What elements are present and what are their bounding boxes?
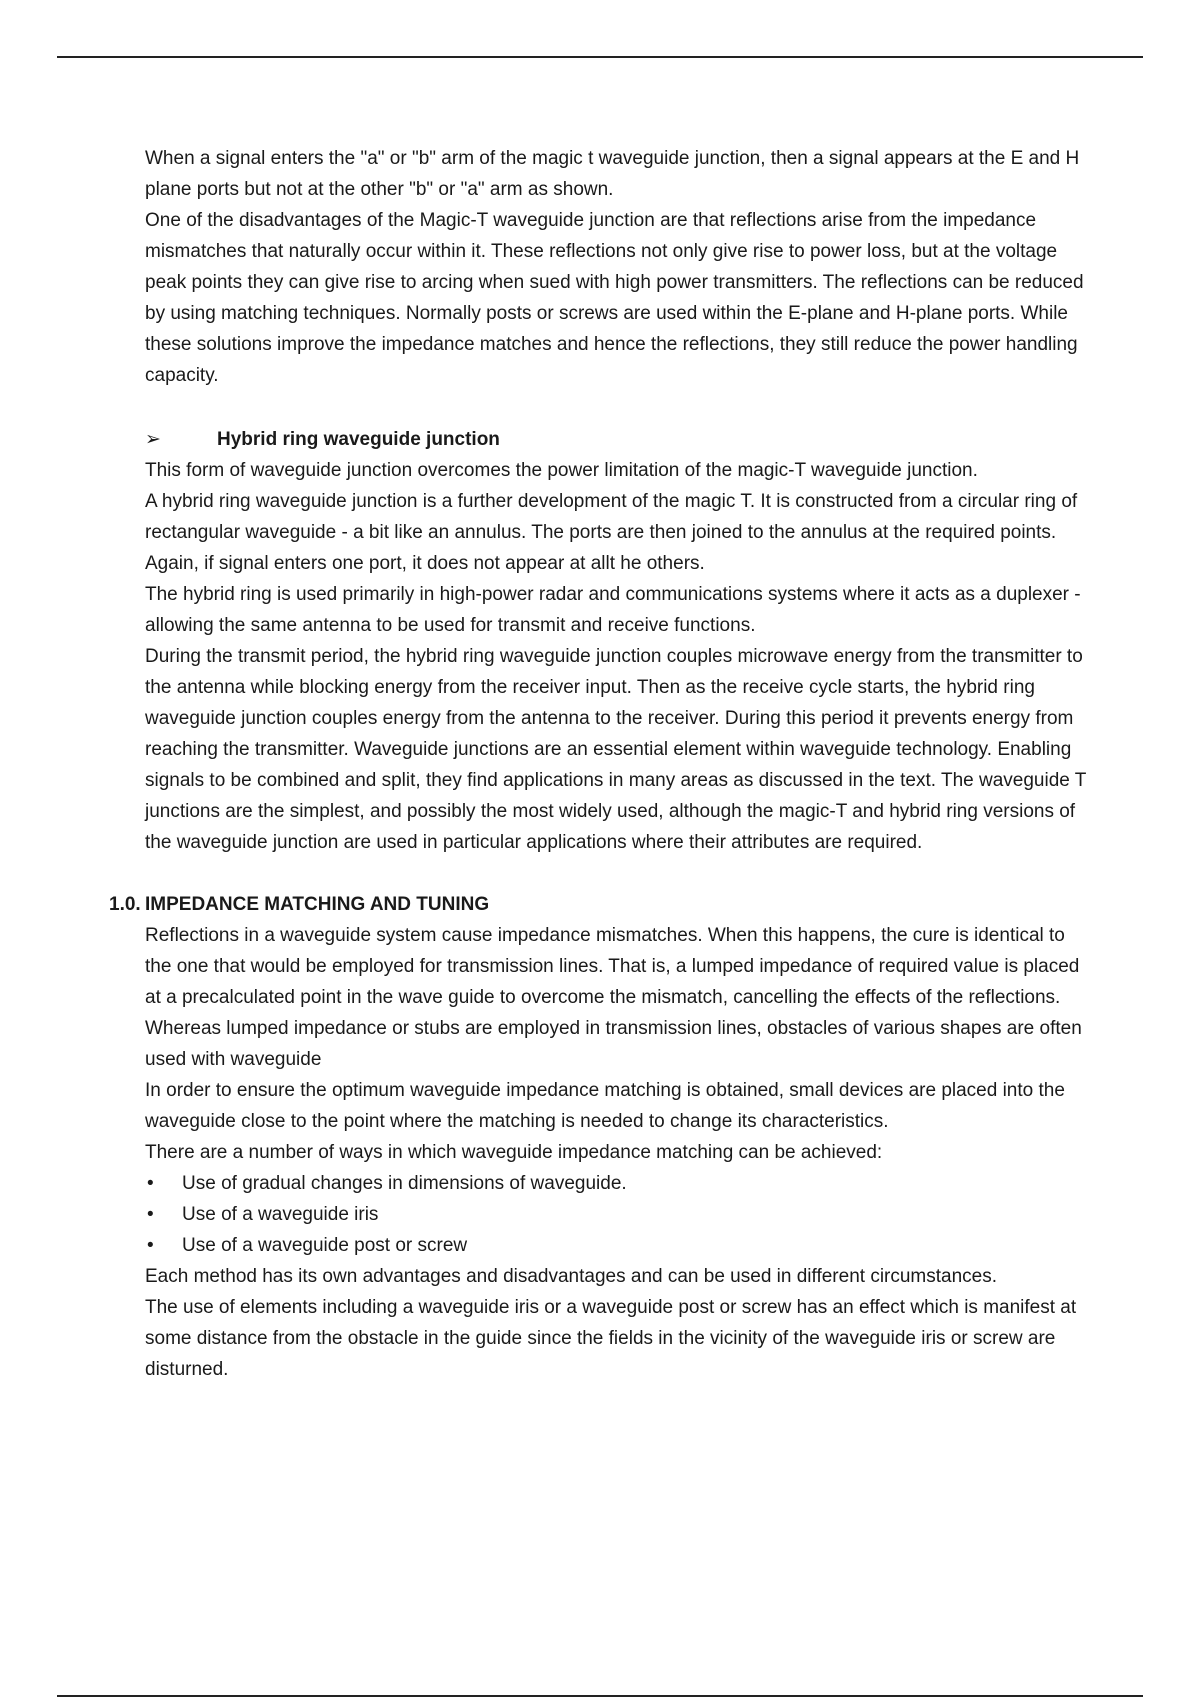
intro-paragraph-1: When a signal enters the "a" or "b" arm of the magic t waveguide junction, then a signal appears at the E and H plane ports but not at the other "b" or "a" arm as shown.: [145, 148, 1080, 200]
list-item: [145, 1199, 1095, 1230]
hybrid-paragraph-2: A hybrid ring waveguide junction is a further development of the magic T. It is constructed from a circular ring of rectangular waveguide - a bit like an annulus. The ports are then joined to the annulus at the required points. Again, if signal enters one port, it does not appear at allt he others.: [145, 491, 1078, 574]
impedance-paragraph-3: There are a number of ways in which waveguide impedance matching can be achieved:: [145, 1142, 883, 1163]
arrow-bullet-icon: ➢: [145, 429, 161, 450]
hybrid-paragraph-3: The hybrid ring is used primarily in high-power radar and communications systems where it acts as a duplexer - allowing the same antenna to be used for transmit and receive functions.: [145, 584, 1081, 636]
hybrid-paragraph-4: During the transmit period, the hybrid ring waveguide junction couples microwave energy from the transmitter to the antenna while blocking energy from the receiver input. Then as the receive cycle starts, the hybrid ring waveguide junction couples energy from the antenna to the receiver. During this period it prevents energy from reaching the transmitter. Waveguide junctions are an essential element within waveguide technology. Enabling signals to be combined and split, they find applications in many areas as discussed in the text. The waveguide T junctions are the simplest, and possibly the most widely used, although the magic-T and hybrid ring versions of the waveguide junction are used in particular applications where their attributes are required.: [145, 646, 1087, 853]
impedance-section-heading: [109, 889, 1095, 920]
footer-rule: [57, 1695, 1143, 1697]
impedance-paragraph-4: Each method has its own advantages and disadvantages and can be used in different circumstances.: [145, 1266, 998, 1287]
section-number: 1.0.: [109, 894, 141, 915]
spacer: [145, 391, 1095, 422]
list-item-text: Use of a waveguide post or screw: [182, 1235, 468, 1256]
impedance-paragraph-5: The use of elements including a waveguide iris or a waveguide post or screw has an effect which is manifest at some distance from the obstacle in the guide since the fields in the vicinity of the waveguide iris or screw are disturned.: [145, 1297, 1077, 1380]
hybrid-paragraph-1: This form of waveguide junction overcomes the power limitation of the magic-T waveguide junction.: [145, 460, 978, 481]
list-item-text: Use of gradual changes in dimensions of waveguide.: [182, 1173, 627, 1194]
impedance-paragraph-1: Reflections in a waveguide system cause impedance mismatches. When this happens, the cure is identical to the one that would be employed for transmission lines. That is, a lumped impedance of required value is placed at a precalculated point in the wave guide to overcome the mismatch, cancelling the effects of the reflections. Whereas lumped impedance or stubs are employed in transmission lines, obstacles of various shapes are often used with waveguide: [145, 925, 1082, 1070]
section-title: IMPEDANCE MATCHING AND TUNING: [145, 894, 490, 915]
list-item-text: Use of a waveguide iris: [182, 1204, 379, 1225]
spacer: [145, 858, 1095, 889]
matching-methods-list: [145, 1168, 1095, 1261]
impedance-paragraph-2: In order to ensure the optimum waveguide impedance matching is obtained, small devices are placed into the waveguide close to the point where the matching is needed to change its characteristics.: [145, 1080, 1065, 1132]
bullet-icon: •: [147, 1204, 154, 1225]
hybrid-ring-heading-text: Hybrid ring waveguide junction: [217, 429, 500, 450]
list-item: [145, 1168, 1095, 1199]
list-item: [145, 1230, 1095, 1261]
header-rule: [57, 56, 1143, 58]
bullet-icon: •: [147, 1235, 154, 1256]
hybrid-ring-heading: [145, 424, 1095, 455]
document-body: [109, 143, 1095, 1385]
bullet-icon: •: [147, 1173, 154, 1194]
intro-paragraph-2: One of the disadvantages of the Magic-T waveguide junction are that reflections arise from the impedance mismatches that naturally occur within it. These reflections not only give rise to power loss, but at the voltage peak points they can give rise to arcing when sued with high power transmitters. The reflections can be reduced by using matching techniques. Normally posts or screws are used within the E-plane and H-plane ports. While these solutions improve the impedance matches and hence the reflections, they still reduce the power handling capacity.: [145, 210, 1084, 386]
